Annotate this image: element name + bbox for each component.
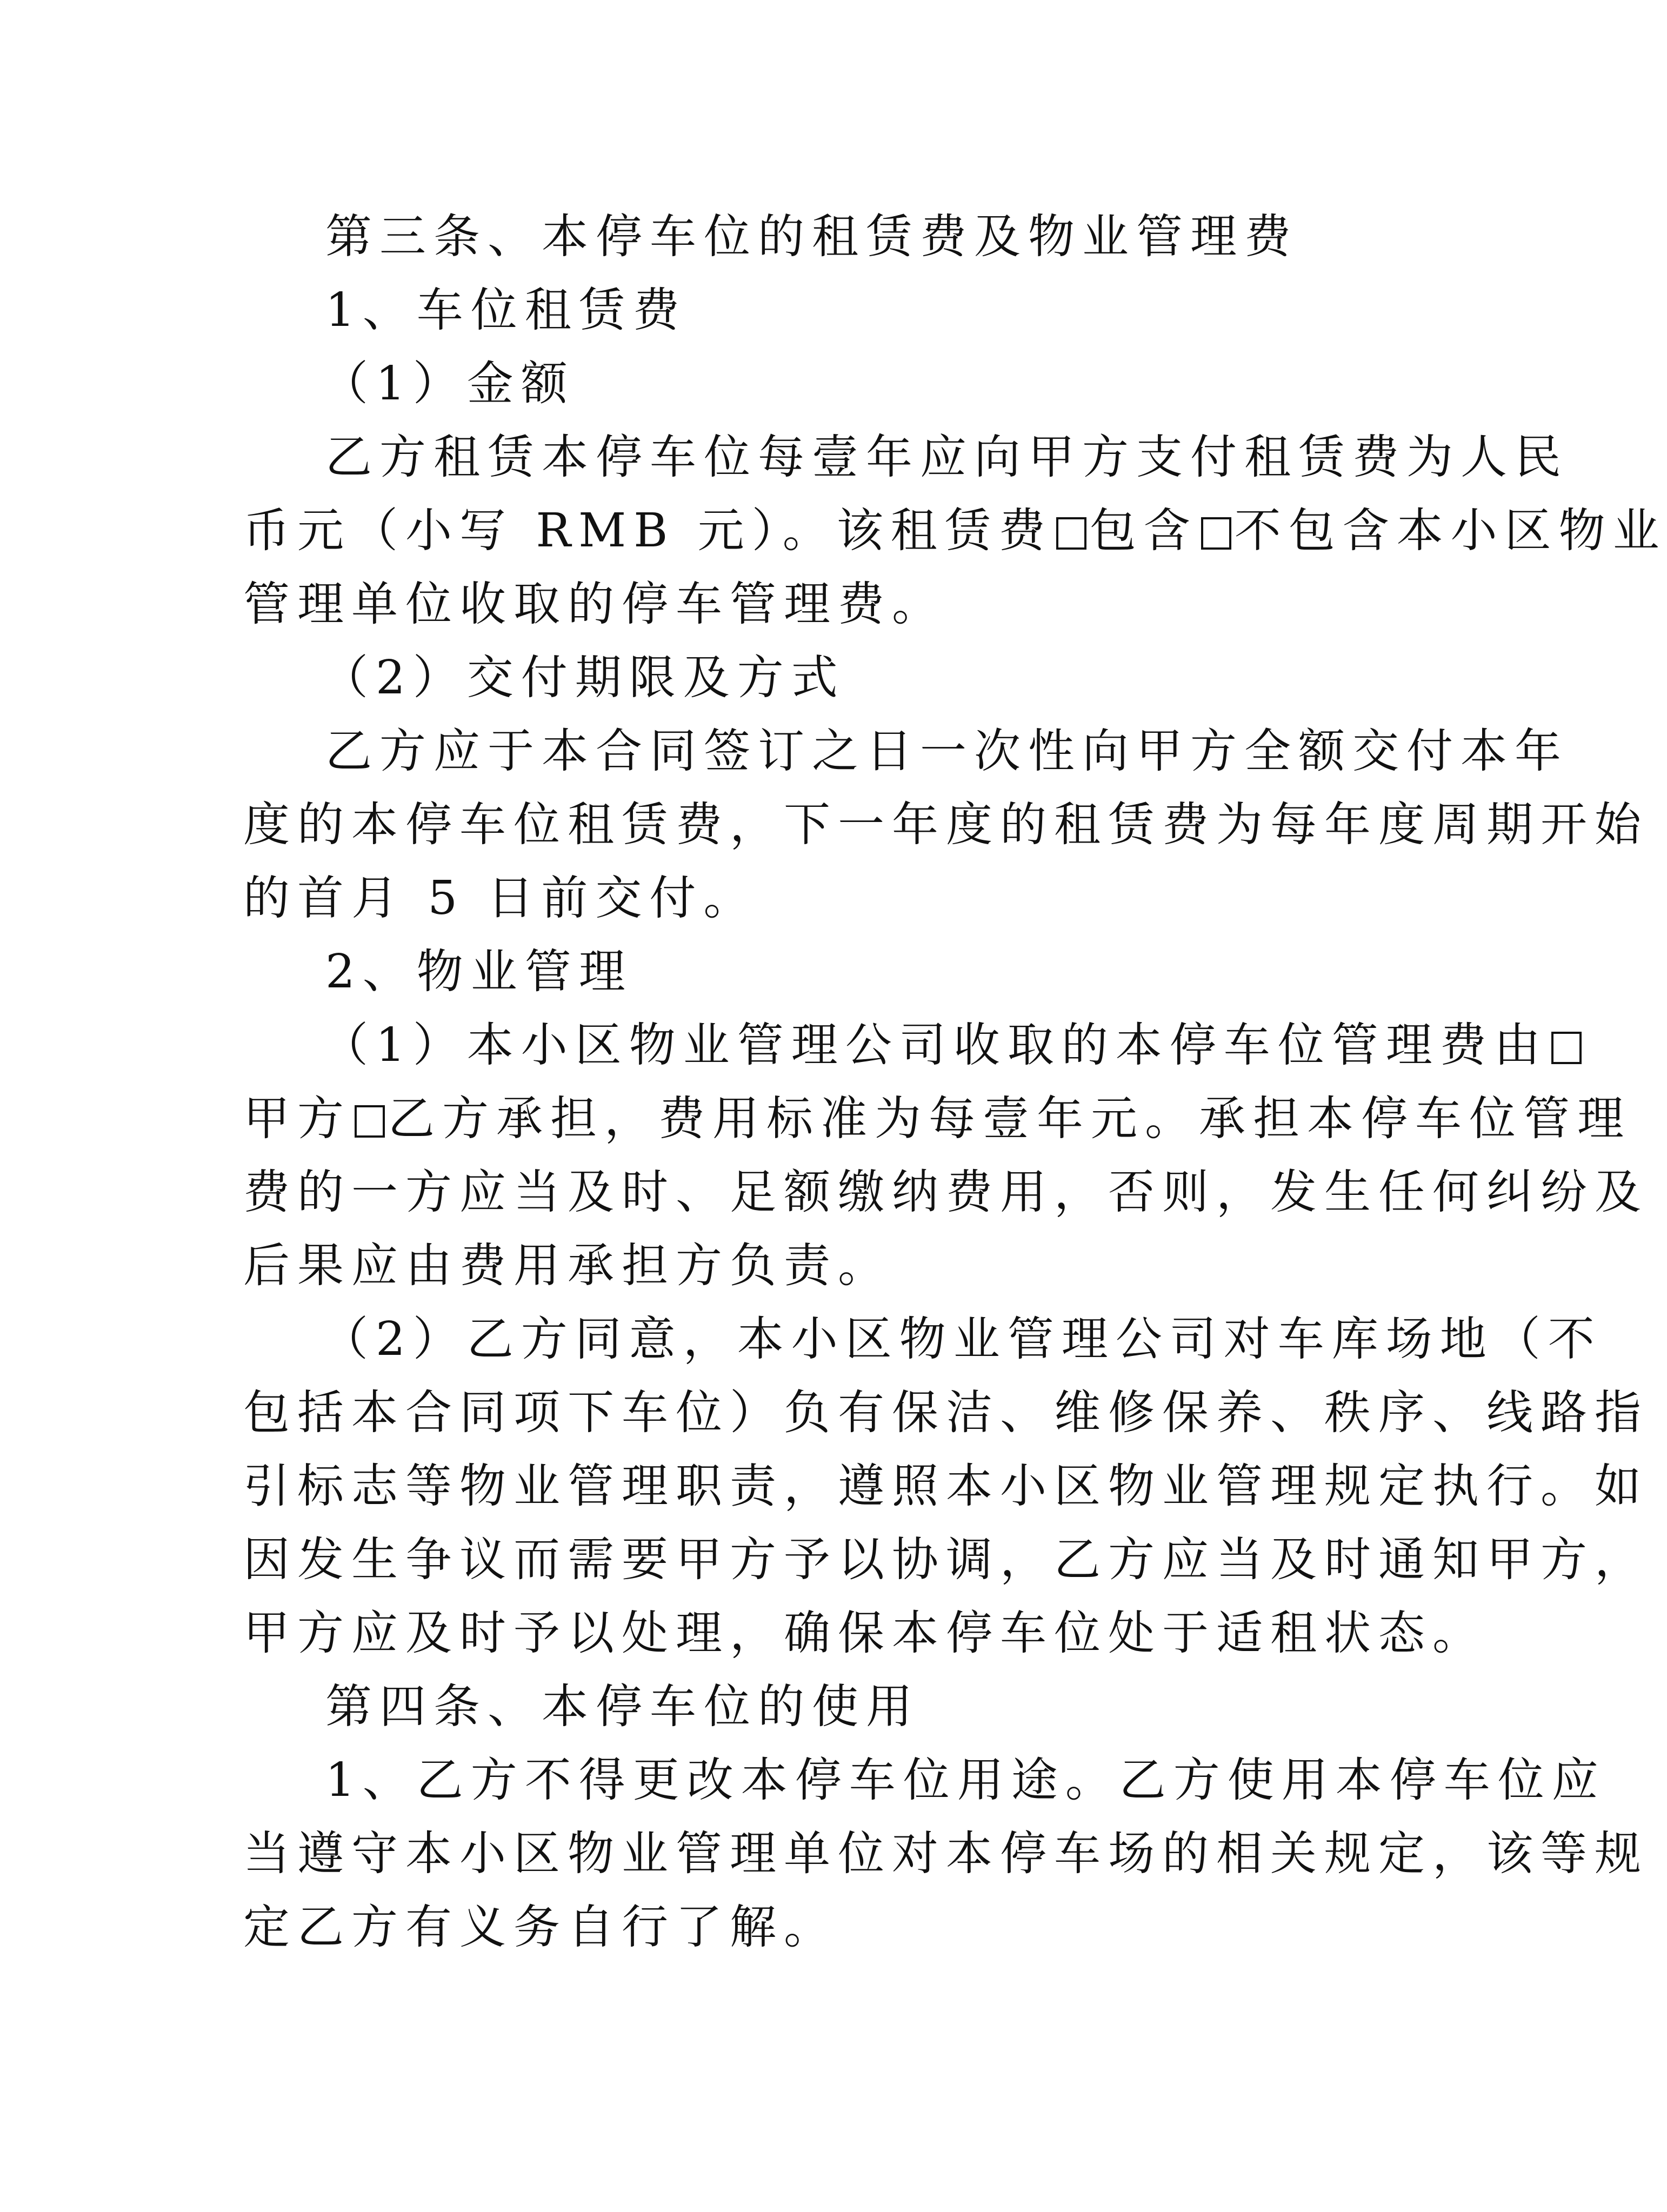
paragraph-line (243, 1743, 1606, 1817)
text-run: 的首月 5 日前交付。 (243, 871, 758, 925)
text-run: 第四条、本停车位的使用 (325, 1680, 920, 1734)
text-run: 甲方应及时予以处理，确保本停车位处于适租状态。 (243, 1606, 1486, 1660)
checkbox-exclude[interactable] (1201, 517, 1231, 550)
paragraph-line (243, 1817, 1649, 1890)
text-run: （1）本小区物业管理公司收取的本停车位管理费由 (322, 1018, 1548, 1072)
text-run: 引标志等物业管理职责，遵照本小区物业管理规定执行。如 (243, 1459, 1649, 1513)
section-2-heading (243, 935, 1330, 1008)
paragraph-line (243, 1082, 1631, 1155)
text-run: 包括本合同项下车位）负有保洁、维修保养、秩序、线路指 (243, 1386, 1649, 1440)
paragraph-line (243, 1008, 1548, 1082)
text-run: 币元（小写 RMB 元）。该租赁费 (243, 504, 1053, 558)
text-run: 第三条、本停车位的租赁费及物业管理费 (325, 210, 1298, 264)
text-run: 因发生争议而需要甲方予以协调，乙方应当及时通知甲方， (243, 1533, 1649, 1587)
paragraph-line (243, 567, 1330, 641)
text-run: 后果应由费用承担方负责。 (243, 1239, 892, 1293)
checkbox-include[interactable] (1056, 517, 1086, 550)
text-run: 2、物业管理 (325, 945, 633, 999)
paragraph-line (243, 1449, 1649, 1523)
text-run: 费的一方应当及时、足额缴纳费用，否则，发生任何纠纷及 (243, 1165, 1649, 1219)
text-run: 乙方应于本合同签订之日一次性向甲方全额交付本年 (325, 724, 1569, 778)
paragraph-line (243, 1523, 1649, 1596)
paragraph-line (243, 1229, 1330, 1302)
text-run: 乙方承担，费用标准为每壹年元。承担本停车位管理 (388, 1092, 1631, 1146)
paragraph-line (243, 1302, 1602, 1376)
text-run: （1）金额 (322, 357, 575, 411)
text-run: 1、车位租赁费 (325, 283, 687, 337)
document-body (243, 200, 1667, 1964)
checkbox-party-a[interactable] (1551, 1032, 1582, 1064)
paragraph-line (243, 1155, 1649, 1229)
paragraph-line (243, 1890, 1330, 1964)
text-run: 定乙方有义务自行了解。 (243, 1900, 838, 1954)
text-run: 包含 (1089, 504, 1198, 558)
text-run: 甲方 (243, 1092, 351, 1146)
text-run: 管理单位收取的停车管理费。 (243, 577, 946, 631)
paragraph-line (243, 714, 1569, 788)
checkbox-party-b[interactable] (355, 1105, 385, 1138)
text-run: （2）交付期限及方式 (322, 651, 845, 705)
text-run: 不包含本小区物业 (1234, 504, 1667, 558)
paragraph-line (243, 788, 1649, 861)
article-3-heading (243, 200, 1330, 273)
paragraph-line (243, 494, 1667, 567)
subsection-amount-heading (243, 347, 1330, 420)
paragraph-line (243, 420, 1569, 494)
paragraph-line (243, 861, 1330, 935)
paragraph-line (243, 1376, 1649, 1449)
section-1-heading (243, 273, 1330, 347)
paragraph-line (243, 1596, 1486, 1670)
text-run: 当遵守本小区物业管理单位对本停车场的相关规定，该等规 (243, 1827, 1649, 1881)
subsection-payment-heading (243, 641, 1330, 714)
text-run: （2）乙方同意，本小区物业管理公司对车库场地（不 (322, 1312, 1602, 1366)
text-run: 1、乙方不得更改本停车位用途。乙方使用本停车位应 (325, 1753, 1606, 1807)
article-4-heading (243, 1670, 1330, 1743)
text-run: 乙方租赁本停车位每壹年应向甲方支付租赁费为人民 (325, 430, 1569, 484)
text-run: 度的本停车位租赁费，下一年度的租赁费为每年度周期开始 (243, 798, 1649, 852)
